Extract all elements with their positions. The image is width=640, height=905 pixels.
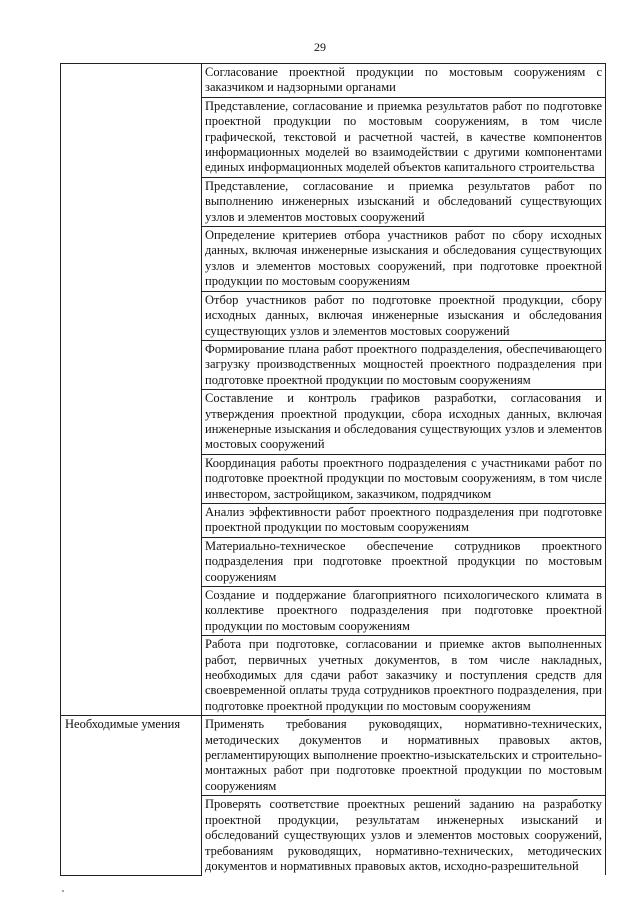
page-number: 29 bbox=[314, 40, 326, 54]
table-cell: Координация работы проектного подразделения с участниками работ по подготовке проектной продукции по мостовым сооружениям, в том числе инвестором, застройщиком, заказчиком, подрядчиком bbox=[202, 454, 606, 503]
table-cell: Анализ эффективности работ проектного подразделения при подготовке проектной продукции по мостовым сооружениям bbox=[202, 503, 606, 537]
table-row bbox=[61, 64, 606, 98]
table-cell: Материально-техническое обеспечение сотрудников проектного подразделения при подготовке проектной продукции по мостовым сооружениям bbox=[202, 537, 606, 586]
table-cell: Отбор участников работ по подготовке проектной продукции, сбору исходных данных, включая инженерные изыскания и обследования существующих узлов и элементов мостовых сооружений bbox=[202, 291, 606, 340]
table-cell: Проверять соответствие проектных решений заданию на разработку проектной продукции, результатам инженерных изысканий и обследований существующих узлов и элементов мостовых сооружений, требованиям руководящих, нормативно-технических, методических документов и нормативных правовых актов, исходно-разрешительной bbox=[202, 796, 606, 876]
table-cell: Работа при подготовке, согласовании и приемке актов выполненных работ, первичных учетных документов, в том числе накладных, необходимых для сдачи работ заказчику и поступления средств для своевременной оплаты труда сотрудников проектного подразделения, при подготовке проектной продукции по мостовым сооружениям bbox=[202, 636, 606, 716]
row-label-empty bbox=[61, 64, 202, 716]
table-row bbox=[61, 716, 606, 796]
table-cell: Создание и поддержание благоприятного психологического климата в коллективе проектного подразделения при подготовке проектной продукции по мостовым сооружениям bbox=[202, 587, 606, 636]
table-cell: Представление, согласование и приемка результатов работ по подготовке проектной продукции по мостовым сооружениям, в том числе графической, текстовой и расчетной частей, в качестве компонентов информационных моделей во взаимодействии с другими компонентами единых информационных моделей объектов капитального строительства bbox=[202, 97, 606, 177]
table-cell: Применять требования руководящих, нормативно-технических, методических документов и нормативных правовых актов, регламентирующих выполнение проектно-изыскательских и строительно-монтажных работ при подготовке проектной продукции по мостовым сооружениям bbox=[202, 716, 606, 796]
requirements-table bbox=[60, 63, 606, 876]
table-cell: Формирование плана работ проектного подразделения, обеспечивающего загрузку производственных мощностей проектного подразделения при подготовке проектной продукции по мостовым сооружениям bbox=[202, 340, 606, 389]
scan-speck bbox=[62, 890, 64, 892]
table-cell: Согласование проектной продукции по мостовым сооружениям с заказчиком и надзорными органами bbox=[202, 64, 606, 98]
row-label-required-skills: Необходимые умения bbox=[61, 716, 202, 876]
table-cell: Определение критериев отбора участников работ по сбору исходных данных, включая инженерные изыскания и обследования существующих узлов и элементов мостовых сооружений, при подготовке проектной продукции по мостовым сооружениям bbox=[202, 227, 606, 292]
table-cell: Составление и контроль графиков разработки, согласования и утверждения проектной продукции, сбора исходных данных, включая инженерные изыскания и обследования существующих узлов и элементов мостовых сооружений bbox=[202, 390, 606, 455]
table-cell: Представление, согласование и приемка результатов работ по выполнению инженерных изысканий и обследований существующих узлов и элементов мостовых сооружений bbox=[202, 177, 606, 226]
